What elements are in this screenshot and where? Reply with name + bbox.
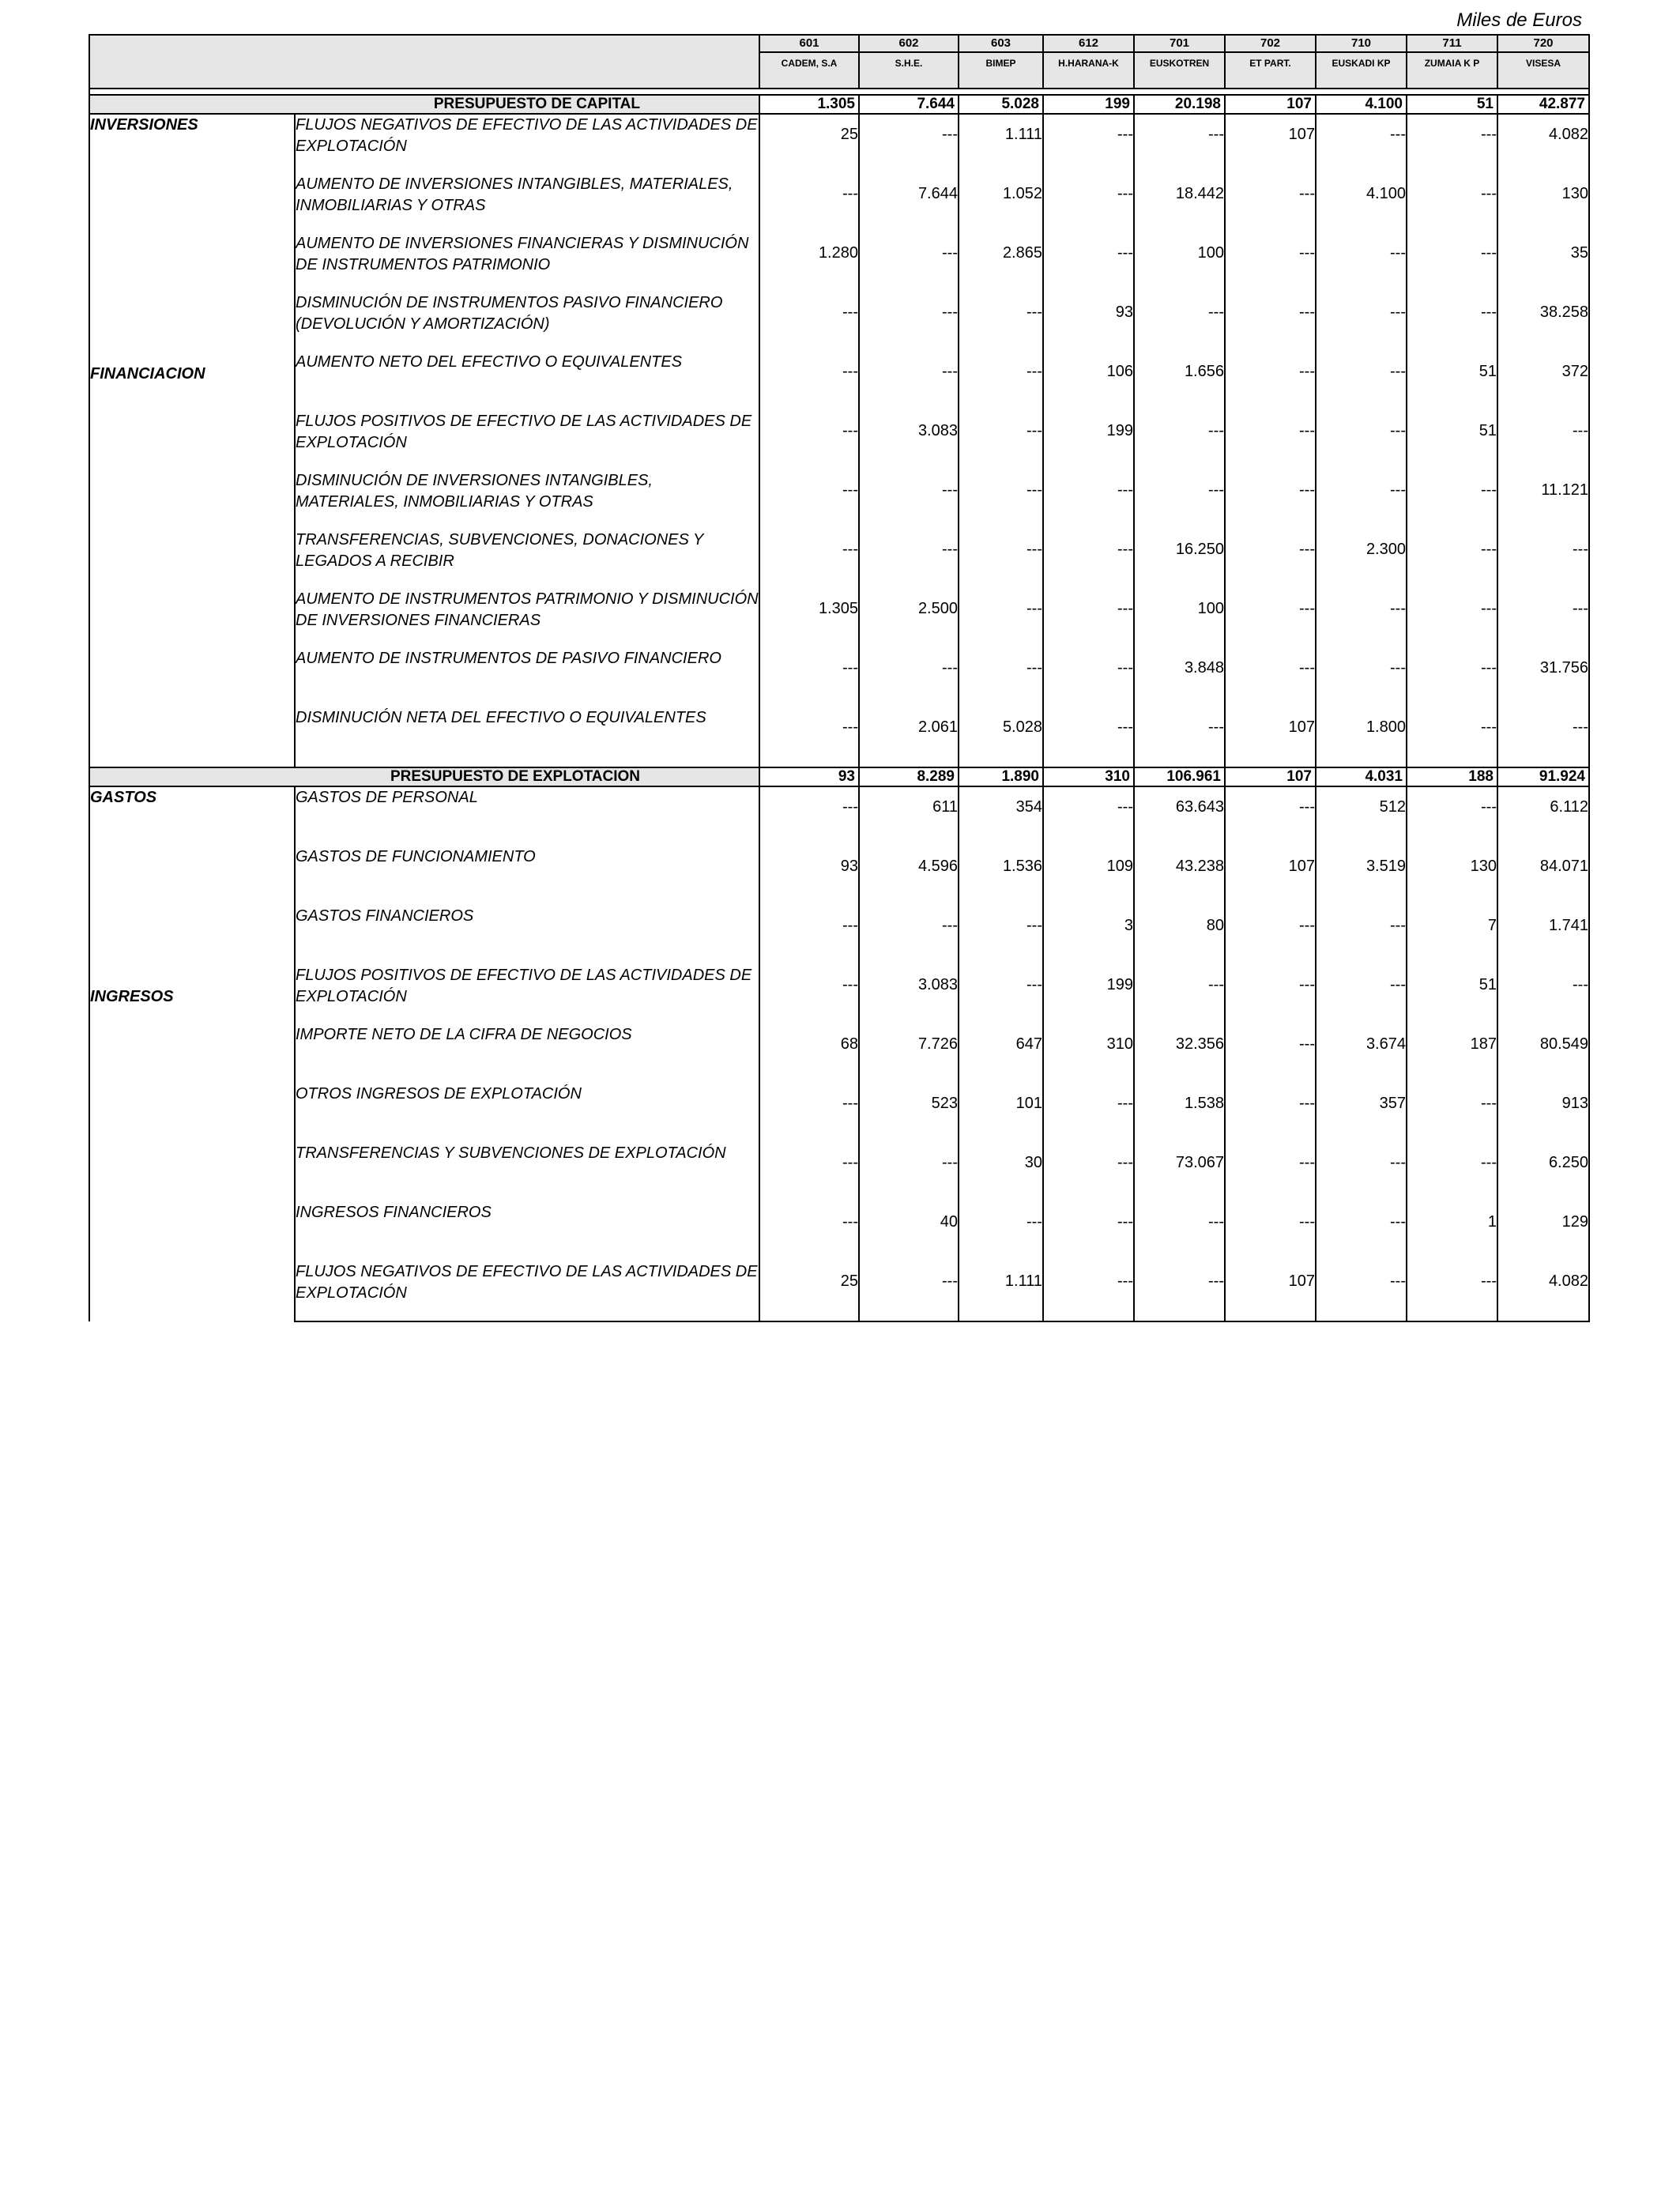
cell-value: 199 xyxy=(1043,411,1134,470)
table-row xyxy=(89,114,1589,174)
cell-value: 106 xyxy=(1043,352,1134,411)
group-label xyxy=(90,513,294,563)
cell-value: --- xyxy=(1316,292,1407,352)
cell-value: 25 xyxy=(759,1261,859,1321)
cell-value: --- xyxy=(1407,1261,1497,1321)
concept-label: AUMENTO DE INSTRUMENTOS PATRIMONIO Y DISMINUCIÓN DE INVERSIONES FINANCIERAS xyxy=(295,589,759,648)
cell-value: --- xyxy=(1043,530,1134,589)
table-row xyxy=(89,786,1589,846)
section-total-value: 7.644 xyxy=(859,95,959,114)
cell-value: --- xyxy=(1134,114,1225,174)
table-row xyxy=(89,1202,1589,1261)
cell-value: 1.305 xyxy=(759,589,859,648)
cell-value: --- xyxy=(1316,352,1407,411)
cell-value: --- xyxy=(1225,233,1316,292)
cell-value: --- xyxy=(1497,411,1589,470)
section-total-value: 107 xyxy=(1225,95,1316,114)
cell-value: 51 xyxy=(1407,411,1497,470)
table-row xyxy=(89,233,1589,292)
cell-value: 310 xyxy=(1043,1024,1134,1084)
cell-value: 512 xyxy=(1316,786,1407,846)
cell-value: --- xyxy=(1225,470,1316,530)
cell-value: --- xyxy=(1134,292,1225,352)
cell-value: --- xyxy=(1316,470,1407,530)
cell-value: 647 xyxy=(959,1024,1043,1084)
cell-value: 372 xyxy=(1497,352,1589,411)
cell-value: --- xyxy=(759,786,859,846)
cell-value: 68 xyxy=(759,1024,859,1084)
cell-value: --- xyxy=(959,906,1043,965)
cell-value: 84.071 xyxy=(1497,846,1589,906)
cell-value: --- xyxy=(1043,1202,1134,1261)
cell-value: 1.741 xyxy=(1497,906,1589,965)
cell-value: 913 xyxy=(1497,1084,1589,1143)
cell-value: --- xyxy=(1407,648,1497,707)
cell-value: --- xyxy=(1043,707,1134,767)
cell-value: --- xyxy=(1407,530,1497,589)
cell-value: --- xyxy=(1316,114,1407,174)
cell-value: --- xyxy=(759,1202,859,1261)
section-total-value: 42.877 xyxy=(1497,95,1589,114)
section-total-value: 20.198 xyxy=(1134,95,1225,114)
cell-value: --- xyxy=(1407,292,1497,352)
column-code: 702 xyxy=(1225,35,1316,52)
cell-value: 3.674 xyxy=(1316,1024,1407,1084)
table-row xyxy=(89,1024,1589,1084)
cell-value: --- xyxy=(1316,1143,1407,1202)
cell-value: --- xyxy=(1225,1143,1316,1202)
cell-value: 2.500 xyxy=(859,589,959,648)
cell-value: 38.258 xyxy=(1497,292,1589,352)
cell-value: 1.280 xyxy=(759,233,859,292)
cell-value: 1.800 xyxy=(1316,707,1407,767)
table-row xyxy=(89,1084,1589,1143)
column-code: 720 xyxy=(1497,35,1589,52)
cell-value: 1.656 xyxy=(1134,352,1225,411)
concept-label: AUMENTO DE INVERSIONES INTANGIBLES, MATERIALES, INMOBILIARIAS Y OTRAS xyxy=(295,174,759,233)
section-total-value: 5.028 xyxy=(959,95,1043,114)
cell-value: 5.028 xyxy=(959,707,1043,767)
concept-label: GASTOS DE FUNCIONAMIENTO xyxy=(295,846,759,906)
column-name: ZUMAIA K P xyxy=(1407,52,1497,89)
budget-table xyxy=(89,34,1590,1322)
concept-label: FLUJOS NEGATIVOS DE EFECTIVO DE LAS ACTIVIDADES DE EXPLOTACIÓN xyxy=(295,1261,759,1321)
concept-label: AUMENTO DE INSTRUMENTOS DE PASIVO FINANCIERO xyxy=(295,648,759,707)
column-name: VISESA xyxy=(1497,52,1589,89)
group-label xyxy=(90,264,294,314)
cell-value: 3.083 xyxy=(859,411,959,470)
cell-value: 30 xyxy=(959,1143,1043,1202)
cell-value: 187 xyxy=(1407,1024,1497,1084)
cell-value: --- xyxy=(1497,965,1589,1024)
cell-value: --- xyxy=(1043,114,1134,174)
cell-value: --- xyxy=(1225,906,1316,965)
cell-value: --- xyxy=(1225,648,1316,707)
cell-value: 25 xyxy=(759,114,859,174)
cell-value: --- xyxy=(759,1143,859,1202)
column-code: 710 xyxy=(1316,35,1407,52)
cell-value: --- xyxy=(1316,648,1407,707)
cell-value: 1.111 xyxy=(959,1261,1043,1321)
group-label xyxy=(90,1086,294,1136)
group-cell xyxy=(89,786,295,1321)
group-label xyxy=(90,887,294,937)
cell-value: 93 xyxy=(759,846,859,906)
concept-label: DISMINUCIÓN DE INSTRUMENTOS PASIVO FINANCIERO (DEVOLUCIÓN Y AMORTIZACIÓN) xyxy=(295,292,759,352)
table-row xyxy=(89,1143,1589,1202)
cell-value: --- xyxy=(1316,589,1407,648)
cell-value: --- xyxy=(1225,965,1316,1024)
concept-label: FLUJOS NEGATIVOS DE EFECTIVO DE LAS ACTIVIDADES DE EXPLOTACIÓN xyxy=(295,114,759,174)
cell-value: 16.250 xyxy=(1134,530,1225,589)
concept-label: DISMINUCIÓN DE INVERSIONES INTANGIBLES, MATERIALES, INMOBILIARIAS Y OTRAS xyxy=(295,470,759,530)
cell-value: --- xyxy=(959,530,1043,589)
concept-label: FLUJOS POSITIVOS DE EFECTIVO DE LAS ACTIVIDADES DE EXPLOTACIÓN xyxy=(295,411,759,470)
cell-value: 3 xyxy=(1043,906,1134,965)
column-code: 603 xyxy=(959,35,1043,52)
cell-value: --- xyxy=(759,292,859,352)
cell-value: --- xyxy=(759,470,859,530)
cell-value: 523 xyxy=(859,1084,959,1143)
cell-value: 100 xyxy=(1134,233,1225,292)
cell-value: 51 xyxy=(1407,965,1497,1024)
cell-value: 2.061 xyxy=(859,707,959,767)
cell-value: 130 xyxy=(1497,174,1589,233)
group-label xyxy=(90,1186,294,1235)
concept-label: AUMENTO NETO DEL EFECTIVO O EQUIVALENTES xyxy=(295,352,759,411)
group-label: INVERSIONES xyxy=(90,116,198,134)
cell-value: --- xyxy=(859,233,959,292)
cell-value: --- xyxy=(959,589,1043,648)
concept-label: TRANSFERENCIAS, SUBVENCIONES, DONACIONES Y LEGADOS A RECIBIR xyxy=(295,530,759,589)
cell-value: 32.356 xyxy=(1134,1024,1225,1084)
cell-value: --- xyxy=(1407,1084,1497,1143)
cell-value: 4.082 xyxy=(1497,114,1589,174)
cell-value: --- xyxy=(759,174,859,233)
cell-value: --- xyxy=(1225,292,1316,352)
group-label xyxy=(90,1036,294,1086)
column-name: H.HARANA-K xyxy=(1043,52,1134,89)
cell-value: 354 xyxy=(959,786,1043,846)
table-row xyxy=(89,648,1589,707)
table-row xyxy=(89,846,1589,906)
table-row xyxy=(89,589,1589,648)
group-label xyxy=(90,837,294,887)
group-label xyxy=(90,613,294,662)
group-cell xyxy=(89,114,295,767)
concept-label: OTROS INGRESOS DE EXPLOTACIÓN xyxy=(295,1084,759,1143)
column-code: 612 xyxy=(1043,35,1134,52)
cell-value: 2.865 xyxy=(959,233,1043,292)
cell-value: 3.848 xyxy=(1134,648,1225,707)
cell-value: --- xyxy=(1225,174,1316,233)
cell-value: --- xyxy=(1497,530,1589,589)
table-row xyxy=(89,470,1589,530)
group-label: GASTOS xyxy=(90,789,157,806)
cell-value: --- xyxy=(1407,589,1497,648)
cell-value: --- xyxy=(1407,470,1497,530)
cell-value: --- xyxy=(1225,1202,1316,1261)
cell-value: --- xyxy=(859,648,959,707)
column-name: EUSKADI KP xyxy=(1316,52,1407,89)
table-row xyxy=(89,411,1589,470)
cell-value: --- xyxy=(759,906,859,965)
column-code: 711 xyxy=(1407,35,1497,52)
table-row xyxy=(89,1261,1589,1321)
cell-value: 107 xyxy=(1225,1261,1316,1321)
cell-value: --- xyxy=(1225,411,1316,470)
cell-value: --- xyxy=(1407,786,1497,846)
section-total-value: 1.305 xyxy=(759,95,859,114)
cell-value: --- xyxy=(1134,1202,1225,1261)
cell-value: --- xyxy=(1043,589,1134,648)
cell-value: 6.112 xyxy=(1497,786,1589,846)
cell-value: --- xyxy=(959,1202,1043,1261)
cell-value: 3.083 xyxy=(859,965,959,1024)
section-total-value: 106.961 xyxy=(1134,767,1225,786)
cell-value: 6.250 xyxy=(1497,1143,1589,1202)
section-total-value: 4.031 xyxy=(1316,767,1407,786)
cell-value: 109 xyxy=(1043,846,1134,906)
cell-value: --- xyxy=(1043,174,1134,233)
cell-value: 7.644 xyxy=(859,174,959,233)
cell-value: 107 xyxy=(1225,707,1316,767)
table-row xyxy=(89,292,1589,352)
cell-value: --- xyxy=(1043,1084,1134,1143)
section-total-value: 1.890 xyxy=(959,767,1043,786)
cell-value: --- xyxy=(1043,648,1134,707)
cell-value: 51 xyxy=(1407,352,1497,411)
cell-value: --- xyxy=(1407,707,1497,767)
section-total-row xyxy=(89,767,1589,786)
table-row xyxy=(89,530,1589,589)
section-total-value: 310 xyxy=(1043,767,1134,786)
section-total-value: 107 xyxy=(1225,767,1316,786)
group-label: FINANCIACION xyxy=(90,365,205,383)
cell-value: --- xyxy=(1225,786,1316,846)
cell-value: --- xyxy=(1316,1261,1407,1321)
cell-value: --- xyxy=(759,352,859,411)
section-title: PRESUPUESTO DE EXPLOTACION xyxy=(89,767,759,786)
group-label xyxy=(90,563,294,613)
cell-value: 1.536 xyxy=(959,846,1043,906)
cell-value: --- xyxy=(859,530,959,589)
cell-value: --- xyxy=(759,648,859,707)
cell-value: --- xyxy=(1043,1261,1134,1321)
cell-value: 611 xyxy=(859,786,959,846)
cell-value: 2.300 xyxy=(1316,530,1407,589)
cell-value: 4.596 xyxy=(859,846,959,906)
cell-value: --- xyxy=(859,114,959,174)
concept-label: AUMENTO DE INVERSIONES FINANCIERAS Y DISMINUCIÓN DE INSTRUMENTOS PATRIMONIO xyxy=(295,233,759,292)
concept-label: TRANSFERENCIAS Y SUBVENCIONES DE EXPLOTACIÓN xyxy=(295,1143,759,1202)
group-label xyxy=(90,1136,294,1186)
concept-label: GASTOS FINANCIEROS xyxy=(295,906,759,965)
cell-value: --- xyxy=(1316,411,1407,470)
cell-value: 1.538 xyxy=(1134,1084,1225,1143)
column-name: ET PART. xyxy=(1225,52,1316,89)
cell-value: 11.121 xyxy=(1497,470,1589,530)
cell-value: --- xyxy=(759,530,859,589)
cell-value: 73.067 xyxy=(1134,1143,1225,1202)
cell-value: --- xyxy=(1316,233,1407,292)
cell-value: 357 xyxy=(1316,1084,1407,1143)
section-title: PRESUPUESTO DE CAPITAL xyxy=(89,95,759,114)
cell-value: 199 xyxy=(1043,965,1134,1024)
cell-value: 130 xyxy=(1407,846,1497,906)
column-name: BIMEP xyxy=(959,52,1043,89)
cell-value: 7 xyxy=(1407,906,1497,965)
cell-value: 40 xyxy=(859,1202,959,1261)
cell-value: --- xyxy=(859,906,959,965)
cell-value: 80 xyxy=(1134,906,1225,965)
section-total-value: 91.924 xyxy=(1497,767,1589,786)
group-label xyxy=(90,937,294,986)
cell-value: --- xyxy=(759,965,859,1024)
cell-value: --- xyxy=(859,352,959,411)
cell-value: --- xyxy=(1225,530,1316,589)
column-code: 701 xyxy=(1134,35,1225,52)
cell-value: --- xyxy=(1043,1143,1134,1202)
section-total-value: 8.289 xyxy=(859,767,959,786)
cell-value: --- xyxy=(1134,707,1225,767)
cell-value: --- xyxy=(1316,1202,1407,1261)
table-row xyxy=(89,906,1589,965)
cell-value: --- xyxy=(1134,1261,1225,1321)
unit-label: Miles de Euros xyxy=(1456,9,1582,31)
cell-value: --- xyxy=(759,707,859,767)
cell-value: --- xyxy=(1497,589,1589,648)
cell-value: --- xyxy=(1225,1024,1316,1084)
cell-value: --- xyxy=(1407,233,1497,292)
cell-value: 7.726 xyxy=(859,1024,959,1084)
cell-value: --- xyxy=(1043,470,1134,530)
group-label xyxy=(90,214,294,264)
cell-value: 31.756 xyxy=(1497,648,1589,707)
cell-value: --- xyxy=(759,411,859,470)
table-row xyxy=(89,707,1589,767)
cell-value: --- xyxy=(1134,411,1225,470)
cell-value: --- xyxy=(1497,707,1589,767)
concept-label: DISMINUCIÓN NETA DEL EFECTIVO O EQUIVALENTES xyxy=(295,707,759,767)
cell-value: --- xyxy=(959,470,1043,530)
cell-value: --- xyxy=(859,1143,959,1202)
group-label xyxy=(90,164,294,214)
concept-label: GASTOS DE PERSONAL xyxy=(295,786,759,846)
concept-label: IMPORTE NETO DE LA CIFRA DE NEGOCIOS xyxy=(295,1024,759,1084)
cell-value: --- xyxy=(1407,174,1497,233)
header-spacer xyxy=(89,89,1589,95)
group-label xyxy=(90,413,294,463)
concept-label: FLUJOS POSITIVOS DE EFECTIVO DE LAS ACTIVIDADES DE EXPLOTACIÓN xyxy=(295,965,759,1024)
cell-value: 129 xyxy=(1497,1202,1589,1261)
cell-value: 18.442 xyxy=(1134,174,1225,233)
header-code-row xyxy=(89,35,1589,52)
cell-value: --- xyxy=(1134,470,1225,530)
concept-label: INGRESOS FINANCIEROS xyxy=(295,1202,759,1261)
cell-value: --- xyxy=(859,470,959,530)
cell-value: 63.643 xyxy=(1134,786,1225,846)
column-name: S.H.E. xyxy=(859,52,959,89)
cell-value: 100 xyxy=(1134,589,1225,648)
cell-value: 1.111 xyxy=(959,114,1043,174)
group-label xyxy=(90,463,294,513)
cell-value: --- xyxy=(959,965,1043,1024)
cell-value: --- xyxy=(959,292,1043,352)
column-code: 602 xyxy=(859,35,959,52)
cell-value: --- xyxy=(959,648,1043,707)
cell-value: 107 xyxy=(1225,114,1316,174)
group-label xyxy=(90,314,294,364)
cell-value: --- xyxy=(1316,965,1407,1024)
cell-value: 1.052 xyxy=(959,174,1043,233)
cell-value: 35 xyxy=(1497,233,1589,292)
cell-value: --- xyxy=(959,352,1043,411)
header-blank-cell xyxy=(89,35,759,89)
cell-value: 4.082 xyxy=(1497,1261,1589,1321)
cell-value: 107 xyxy=(1225,846,1316,906)
table-body xyxy=(89,35,1589,1321)
column-name: CADEM, S.A xyxy=(759,52,859,89)
cell-value: --- xyxy=(1407,114,1497,174)
cell-value: 3.519 xyxy=(1316,846,1407,906)
section-total-value: 51 xyxy=(1407,95,1497,114)
group-label: INGRESOS xyxy=(90,988,174,1005)
cell-value: 80.549 xyxy=(1497,1024,1589,1084)
table-row xyxy=(89,965,1589,1024)
column-name: EUSKOTREN xyxy=(1134,52,1225,89)
cell-value: --- xyxy=(1225,352,1316,411)
cell-value: --- xyxy=(1407,1143,1497,1202)
cell-value: --- xyxy=(859,1261,959,1321)
cell-value: --- xyxy=(959,411,1043,470)
table-row xyxy=(89,174,1589,233)
section-total-value: 4.100 xyxy=(1316,95,1407,114)
cell-value: --- xyxy=(1316,906,1407,965)
cell-value: --- xyxy=(1225,1084,1316,1143)
cell-value: 93 xyxy=(1043,292,1134,352)
cell-value: --- xyxy=(1225,589,1316,648)
cell-value: --- xyxy=(759,1084,859,1143)
cell-value: --- xyxy=(1134,965,1225,1024)
section-total-value: 199 xyxy=(1043,95,1134,114)
cell-value: 4.100 xyxy=(1316,174,1407,233)
section-total-value: 188 xyxy=(1407,767,1497,786)
section-total-value: 93 xyxy=(759,767,859,786)
column-code: 601 xyxy=(759,35,859,52)
cell-value: 101 xyxy=(959,1084,1043,1143)
cell-value: --- xyxy=(859,292,959,352)
table-row xyxy=(89,352,1589,411)
cell-value: --- xyxy=(1043,786,1134,846)
cell-value: --- xyxy=(1043,233,1134,292)
cell-value: 43.238 xyxy=(1134,846,1225,906)
cell-value: 1 xyxy=(1407,1202,1497,1261)
section-total-row xyxy=(89,95,1589,114)
